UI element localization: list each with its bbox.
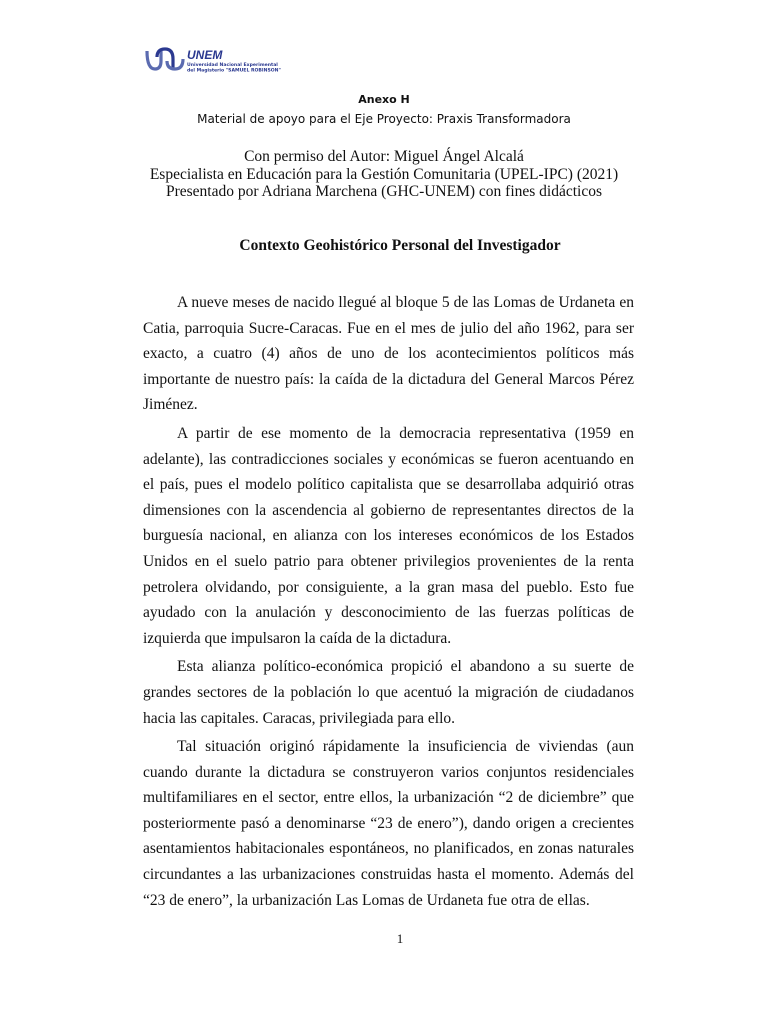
page-number: 1 xyxy=(396,931,404,946)
credits-block xyxy=(0,148,768,201)
body-text xyxy=(143,290,634,913)
annex-subtitle: Material de apoyo para el Eje Proyecto: Praxis Transformadora xyxy=(197,112,571,126)
unem-logo xyxy=(145,47,345,73)
section-title: Contexto Geohistórico Personal del Investigador xyxy=(239,237,561,254)
paragraph: A nueve meses de nacido llegué al bloque 5 de las Lomas de Urdaneta en Catia, parroquia Sucre-Caracas. Fue en el mes de julio del año 1962, para ser exacto, a cuatro (4) años de uno de los acontecimientos políticos más importante de nuestro país: la caída de la dictadura del General Marcos Pérez Jiménez. xyxy=(143,294,634,414)
logo-line2: del Magisterio "SAMUEL ROBINSON" xyxy=(187,68,281,73)
credits-author: Con permiso del Autor: Miguel Ángel Alcalá xyxy=(244,148,524,165)
paragraph: Esta alianza político-económica propició el abandono a su suerte de grandes sectores de la población lo que acentuó la migración de ciudadanos hacia las capitales. Caracas, privilegiada para ello. xyxy=(143,658,634,727)
annex-title: Anexo H xyxy=(358,93,410,106)
paragraph: Tal situación originó rápidamente la insuficiencia de viviendas (aun cuando durante la dictadura se construyeron varios conjuntos residenciales multifamiliares en el sector, entre ellos, la urbanización “2 de diciembre” que posteriormente pasó a denominarse “23 de enero”), dando origen a crecientes asentamientos habitacionales espontáneos, no planificados, en zonas naturales circundantes a las urbanizaciones construidas hasta el momento. Además del “23 de enero”, la urbanización Las Lomas de Urdaneta fue otra de ellas. xyxy=(143,738,634,909)
unem-emblem-icon xyxy=(147,49,183,69)
logo-name: UNEM xyxy=(187,48,223,62)
paragraph: A partir de ese momento de la democracia representativa (1959 en adelante), las contradicciones sociales y económicas se fueron acentuando en el país, pues el modelo político capitalista que se desarrollaba adquirió otras dimensiones con la ascendencia al gobierno de representantes directos de la burguesía nacional, en alianza con los intereses económicos de los Estados Unidos en el suelo patrio para obtener privilegios provenientes de la renta petrolera olvidando, por consiguiente, a la gran masa del pueblo. Esto fue ayudado con la anulación y desconocimiento de las fuerzas políticas de izquierda que impulsaron la caída de la dictadura. xyxy=(143,424,634,647)
logo-line1: Universidad Nacional Experimental xyxy=(187,63,278,68)
credits-specialization: Especialista en Educación para la Gestión Comunitaria (UPEL-IPC) (2021) xyxy=(149,165,619,183)
credits-presenter: Presentado por Adriana Marchena (GHC-UNEM) con fines didácticos xyxy=(165,183,603,200)
